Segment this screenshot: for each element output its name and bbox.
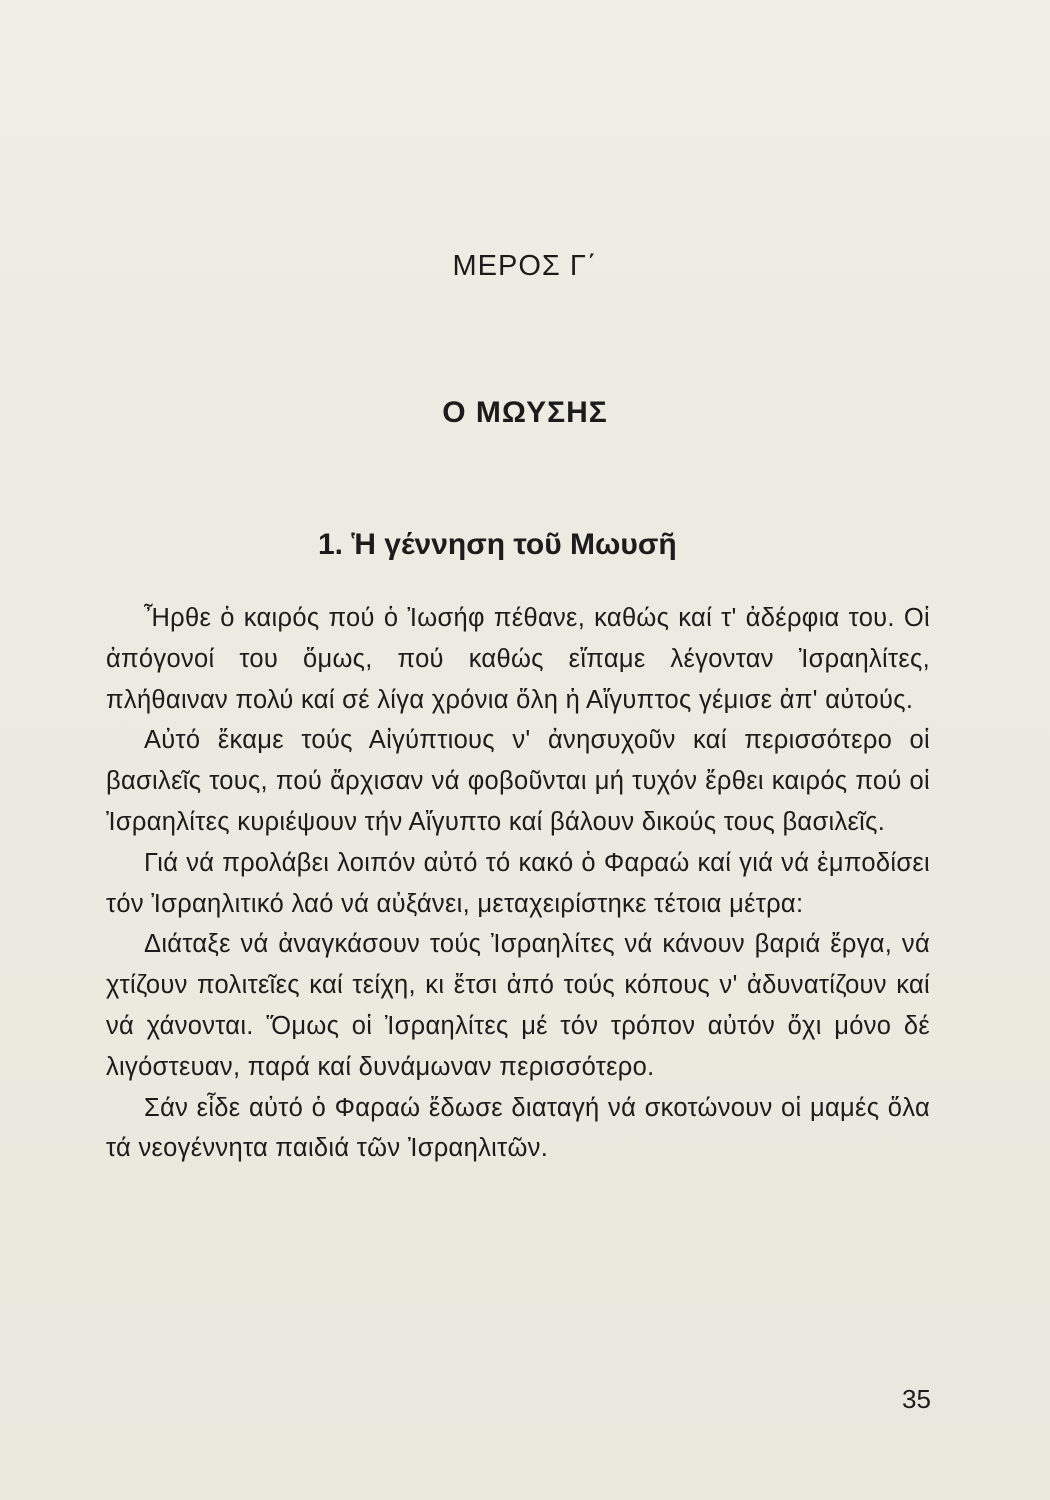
paragraph: Σάν εἶδε αὐτό ὁ Φαραώ ἔδωσε διαταγή νά σκοτώνουν οἱ μαμές ὅλα τά νεογέννητα παιδιά τῶν Ἰσραηλιτῶν. — [106, 1093, 930, 1163]
paragraph: Αὐτό ἔκαμε τούς Αἰγύπτιους ν' ἀνησυχοῦν καί περισσότερο οἱ βασιλεῖς τους, πού ἄρχισαν νά φοβοῦνται μή τυχόν ἔρθει καιρός πού οἱ Ἰσραηλίτες κυριέψουν τήν Αἴγυπτο καί βάλουν δικούς τους βασιλεῖς. — [106, 726, 930, 836]
chapter-title: Ο ΜΩΥΣΗΣ — [442, 396, 608, 429]
page-number: 35 — [902, 1384, 931, 1414]
body-text — [106, 598, 930, 1169]
paragraph: Ἦρθε ὁ καιρός πού ὁ Ἰωσήφ πέθανε, καθώς καί τ' ἀδέρφια του. Οἱ ἀπόγονοί του ὅμως, πού καθώς εἴπαμε λέγονταν Ἰσραηλίτες, πλήθαιναν πολύ καί σέ λίγα χρόνια ὅλη ἡ Αἴγυπτος γέμισε ἀπ' αὐτούς. — [106, 604, 930, 714]
paragraph: Διάταξε νά ἀναγκάσουν τούς Ἰσραηλίτες νά κάνουν βαριά ἔργα, νά χτίζουν πολιτεῖες καί τείχη, κι ἔτσι ἀπό τούς κόπους ν' ἀδυνατίζουν καί νά χάνονται. Ὅμως οἱ Ἰσραηλίτες μέ τόν τρόπον αὐτόν ὄχι μόνο δέ λιγόστευαν, παρά καί δυνάμωναν περισσότερο. — [106, 930, 930, 1081]
paragraph: Γιά νά προλάβει λοιπόν αὐτό τό κακό ὁ Φαραώ καί γιά νά ἐμποδίσει τόν Ἰσραηλιτικό λαό νά αὐξάνει, μεταχειρίστηκε τέτοια μέτρα: — [106, 848, 930, 918]
section-title: 1. Ἡ γέννηση τοῦ Μωυσῆ — [318, 528, 677, 561]
part-title: ΜΕΡΟΣ Γ΄ — [452, 250, 598, 282]
